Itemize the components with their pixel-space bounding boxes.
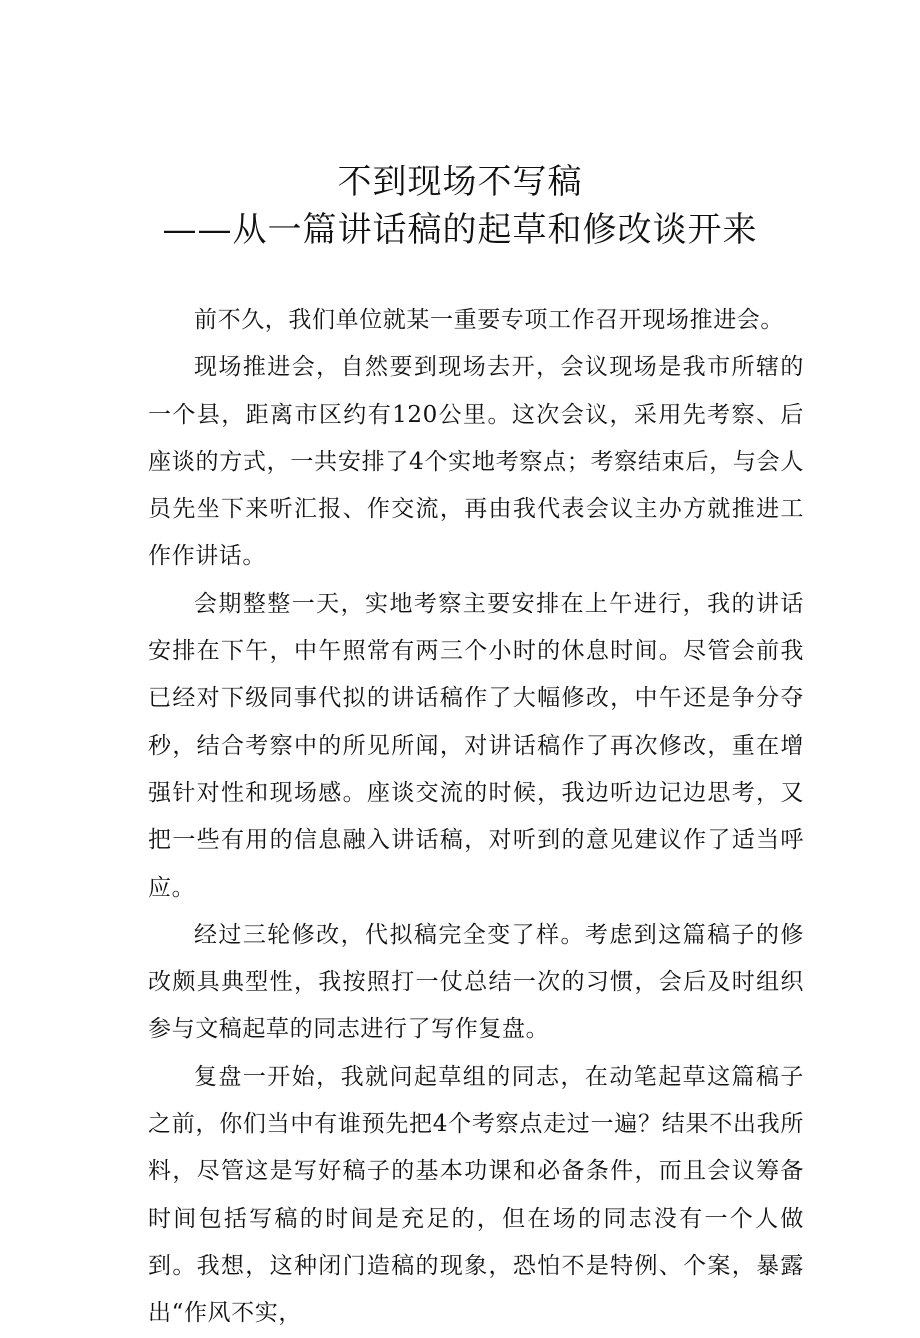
article-body (148, 297, 804, 1338)
title-block (0, 158, 920, 254)
page-title: 不到现场不写稿 (337, 162, 583, 202)
paragraph-4: 经过三轮修改，代拟稿完全变了样。考虑到这篇稿子的修改颇具典型性，我按照打一仗总结一次的习惯，会后及时组织参与文稿起草的同志进行了写作复盘。 (148, 921, 804, 1043)
paragraph-1: 前不久，我们单位就某一重要专项工作召开现场推进会。 (194, 307, 784, 333)
paragraph-3: 会期整整一天，实地考察主要安排在上午进行，我的讲话安排在下午，中午照常有两三个小时的休息时间。尽管会前我已经对下级同事代拟的讲话稿作了大幅修改，中午还是争分夺秒，结合考察中的所见所闻，对讲话稿作了再次修改，重在增强针对性和现场感。座谈交流的时候，我边听边记边思考，又把一些有用的信息融入讲话稿，对听到的意见建议作了适当呼应。 (148, 590, 804, 901)
paragraph-2: 现场推进会，自然要到现场去开，会议现场是我市所辖的一个县，距离市区约有120公里。这次会议，采用先考察、后座谈的方式，一共安排了4个实地考察点；考察结束后，与会人员先坐下来听汇报、作交流，再由我代表会议主办方就推进工作作讲话。 (148, 354, 804, 570)
paragraph-5: 复盘一开始，我就问起草组的同志，在动笔起草这篇稿子之前，你们当中有谁预先把4个考察点走过一遍？结果不出我所料，尽管这是写好稿子的基本功课和必备条件，而且会议筹备时间包括写稿的时间是充足的，但在场的同志没有一个人做到。我想，这种闭门造稿的现象，恐怕不是特例、个案，暴露出“作风不实， (148, 1063, 804, 1327)
page-subtitle: ——从一篇讲话稿的起草和修改谈开来 (162, 210, 758, 250)
